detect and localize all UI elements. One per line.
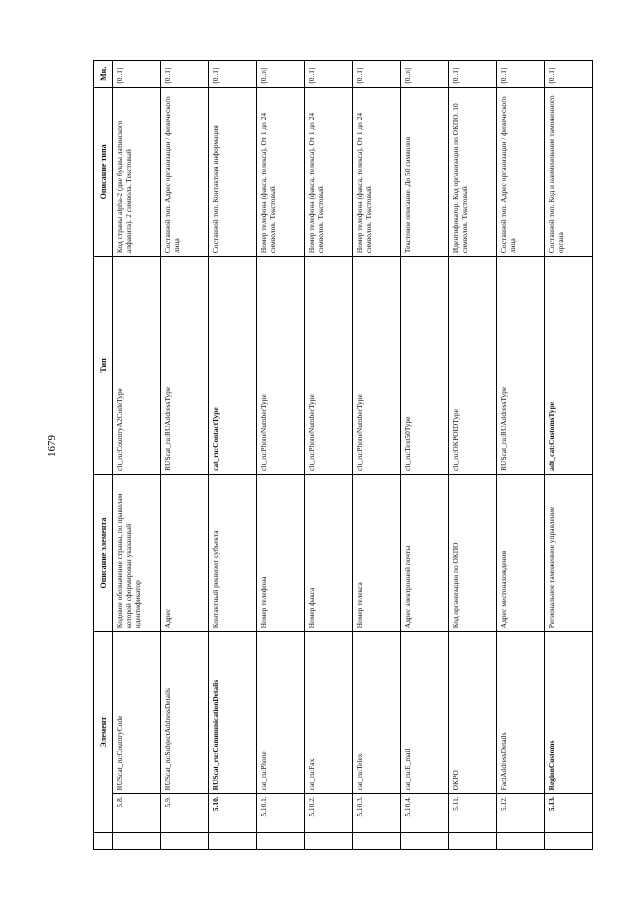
element-description: Адрес электронной почты xyxy=(401,474,449,631)
type-description: Составной тип. Код и наименование таможенного органа xyxy=(545,87,593,256)
table-row xyxy=(113,61,161,850)
table-row xyxy=(449,61,497,850)
header-type: Тип xyxy=(94,257,113,475)
element-name: cat_ru:Phone xyxy=(257,632,305,794)
row-number: 5.10. xyxy=(209,794,257,833)
element-type: clt_ru:OKPOIDType xyxy=(449,257,497,475)
element-description: Кодовое обозначение страны, по правилам которой сформирован указанный идентификатор xyxy=(113,474,161,631)
element-type: clt_ru:PhoneNumberType xyxy=(353,257,401,475)
element-name: RUScat_ru:CountryCode xyxy=(113,632,161,794)
element-name: OKPO xyxy=(449,632,497,794)
header-type-desc: Описание типа xyxy=(94,87,113,256)
element-name: cat_ru:Telex xyxy=(353,632,401,794)
element-description: Региональное таможенное управление xyxy=(545,474,593,631)
multiplicity: [0..n] xyxy=(401,61,449,88)
blank-cell xyxy=(353,833,401,850)
blank-cell xyxy=(257,833,305,850)
type-description: Текстовое описание. До 50 символов xyxy=(401,87,449,256)
element-type: cat_ru:ContactType xyxy=(209,257,257,475)
document-area xyxy=(93,60,565,850)
blank-cell xyxy=(545,833,593,850)
multiplicity: [0..1] xyxy=(545,61,593,88)
multiplicity: [0..1] xyxy=(161,61,209,88)
multiplicity: [0..1] xyxy=(305,61,353,88)
table-row xyxy=(161,61,209,850)
header-multiplicity: Мн. xyxy=(94,61,113,88)
type-description: Номер телефона (факса, телекса). От 1 до 24 символов. Текстовый xyxy=(353,87,401,256)
element-description: Номер телекса xyxy=(353,474,401,631)
element-description: Код организации по ОКПО xyxy=(449,474,497,631)
blank-cell xyxy=(497,833,545,850)
element-type: clt_ru:PhoneNumberType xyxy=(305,257,353,475)
row-number: 5.10.2. xyxy=(305,794,353,833)
element-name: RUScat_ru:SubjectAddressDetails xyxy=(161,632,209,794)
header-element: Элемент xyxy=(94,632,113,833)
element-description: Адрес xyxy=(161,474,209,631)
element-name: FactAddressDetails xyxy=(497,632,545,794)
row-number: 5.10.4. xyxy=(401,794,449,833)
table-row xyxy=(497,61,545,850)
row-number: 5.11. xyxy=(449,794,497,833)
element-description: Номер телефона xyxy=(257,474,305,631)
element-name: cat_ru:Fax xyxy=(305,632,353,794)
element-name: RUScat_ru:CommunicationDetails xyxy=(209,632,257,794)
element-type: RUScat_ru:RUAddressType xyxy=(161,257,209,475)
element-description: Номер факса xyxy=(305,474,353,631)
row-number: 5.10.1. xyxy=(257,794,305,833)
table-row xyxy=(257,61,305,850)
element-name: RegionCustoms xyxy=(545,632,593,794)
table-row xyxy=(209,61,257,850)
page-number: 1679 xyxy=(46,435,58,457)
blank-cell xyxy=(305,833,353,850)
row-number: 5.8. xyxy=(113,794,161,833)
type-description: Составной тип. Адрес организации / физического лица xyxy=(497,87,545,256)
element-type: RUScat_ru:RUAddressType xyxy=(497,257,545,475)
type-description: Номер телефона (факса, телекса). От 1 до 24 символов. Текстовый xyxy=(305,87,353,256)
multiplicity: [0..n] xyxy=(257,61,305,88)
element-description: Контактный реквизит субъекта xyxy=(209,474,257,631)
element-name: cat_ru:E_mail xyxy=(401,632,449,794)
blank-cell xyxy=(209,833,257,850)
element-type: clt_ru:Text50Type xyxy=(401,257,449,475)
rotated-table-container xyxy=(93,60,565,850)
multiplicity: [0..1] xyxy=(497,61,545,88)
table-row xyxy=(401,61,449,850)
element-type: clt_ru:PhoneNumberType xyxy=(257,257,305,475)
multiplicity: [0..1] xyxy=(449,61,497,88)
row-number: 5.13. xyxy=(545,794,593,833)
blank-cell xyxy=(113,833,161,850)
multiplicity: [0..1] xyxy=(113,61,161,88)
type-description: Составной тип. Контактная информация xyxy=(209,87,257,256)
row-number: 5.12. xyxy=(497,794,545,833)
element-type: adt_cat:CustomsType xyxy=(545,257,593,475)
table-row xyxy=(353,61,401,850)
type-description: Номер телефона (факса, телекса). От 1 до 24 символов. Текстовый xyxy=(257,87,305,256)
type-description: Идентификатор. Код организации по ОКПО. 10 символов. Текстовый xyxy=(449,87,497,256)
type-description: Код страны alpha-2 (две буквы латинского алфавита). 2 символа. Текстовый xyxy=(113,87,161,256)
blank-header-cell xyxy=(94,833,113,850)
table-header-row xyxy=(94,61,113,850)
table-body xyxy=(113,61,593,850)
multiplicity: [0..1] xyxy=(209,61,257,88)
type-description: Составной тип. Адрес организации / физического лица xyxy=(161,87,209,256)
table-row xyxy=(305,61,353,850)
row-number: 5.10.3. xyxy=(353,794,401,833)
table-row xyxy=(545,61,593,850)
element-description: Адрес местонахождения xyxy=(497,474,545,631)
blank-cell xyxy=(161,833,209,850)
blank-cell xyxy=(449,833,497,850)
blank-cell xyxy=(401,833,449,850)
element-type: clt_ru:CountryA2CodeType xyxy=(113,257,161,475)
multiplicity: [0..1] xyxy=(353,61,401,88)
row-number: 5.9. xyxy=(161,794,209,833)
header-element-desc: Описание элемента xyxy=(94,474,113,631)
element-table xyxy=(93,60,593,850)
